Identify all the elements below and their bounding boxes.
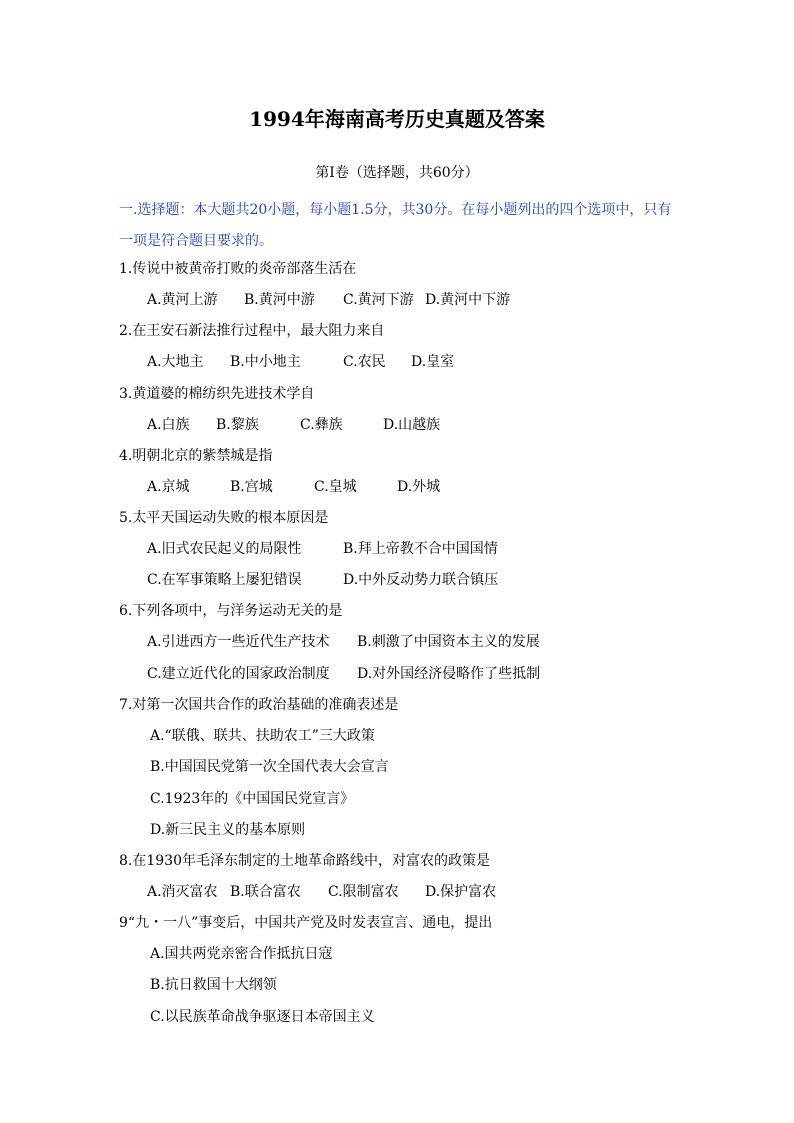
option: C.农民 [343, 354, 386, 370]
option: A.“联俄、联共、扶助农工”三大政策 [150, 728, 375, 744]
option: C.以民族革命战争驱逐日本帝国主义 [150, 1009, 375, 1025]
option: A.白族 [147, 417, 190, 433]
option: A.大地主 [147, 354, 204, 370]
option: A.国共两党亲密合作抵抗日寇 [150, 946, 333, 962]
option: C.建立近代化的国家政治制度 [147, 666, 330, 682]
option: D.新三民主义的基本原则 [150, 822, 306, 838]
section-heading: 第Ⅰ卷（选择题，共60分） [315, 165, 479, 181]
option: B.黄河中游 [244, 292, 315, 308]
option: D.中外反动势力联合镇压 [343, 572, 499, 588]
option: A.引进西方一些近代生产技术 [147, 634, 330, 650]
option: C.黄河下游 [343, 292, 414, 308]
option: B.联合富农 [230, 884, 301, 900]
option: D.对外国经济侵略作了些抵制 [357, 666, 541, 682]
option: B.中国国民党第一次全国代表大会宣言 [150, 759, 389, 775]
option: D.保护富农 [425, 884, 497, 900]
option: B.黎族 [216, 417, 259, 433]
question-stem: 2.在王安石新法推行过程中，最大阻力来自 [119, 323, 385, 339]
question-stem: 1.传说中被黄帝打败的炎帝部落生活在 [119, 261, 357, 277]
option: C.1923年的《中国国民党宣言》 [150, 791, 355, 807]
question-stem: 6.下列各项中，与洋务运动无关的是 [119, 603, 343, 619]
option: A.消灭富农 [147, 884, 218, 900]
question-stem: 8.在1930年毛泽东制定的土地革命路线中，对富农的政策是 [119, 853, 490, 869]
question-stem: 9“九・一八”事变后，中国共产党及时发表宣言、通电，提出 [119, 915, 493, 931]
option: C.限制富农 [328, 884, 399, 900]
option: A.旧式农民起义的局限性 [147, 541, 302, 557]
option: B.拜上帝教不合中国国情 [343, 541, 498, 557]
option: B.中小地主 [230, 354, 301, 370]
option: C.彝族 [300, 417, 343, 433]
option: D.皇室 [411, 354, 455, 370]
instructions: 一.选择题：本大题共20小题，每小题1.5分，共30分。在每小题列出的四个选项中，只有一项是符合题目要求的。 [119, 202, 672, 249]
option: D.黄河中下游 [425, 292, 511, 308]
option: C.皇城 [314, 479, 357, 495]
question-stem: 3.黄道婆的棉纺织先进技术学自 [119, 386, 315, 402]
option: A.京城 [147, 479, 190, 495]
option: B.宫城 [230, 479, 273, 495]
question-stem: 5.太平天国运动失败的根本原因是 [119, 510, 329, 526]
option: A.黄河上游 [147, 292, 218, 308]
question-stem: 7.对第一次国共合作的政治基础的准确表述是 [119, 697, 399, 713]
option: B.刺激了中国资本主义的发展 [357, 634, 540, 650]
option: D.山越族 [383, 417, 441, 433]
option: B.抗日救国十大纲领 [150, 977, 277, 993]
option: D.外城 [397, 479, 441, 495]
question-stem: 4.明朝北京的紫禁城是指 [119, 448, 273, 464]
document-title: 1994年海南高考历史真题及答案 [249, 107, 545, 131]
option: C.在军事策略上屡犯错误 [147, 572, 302, 588]
